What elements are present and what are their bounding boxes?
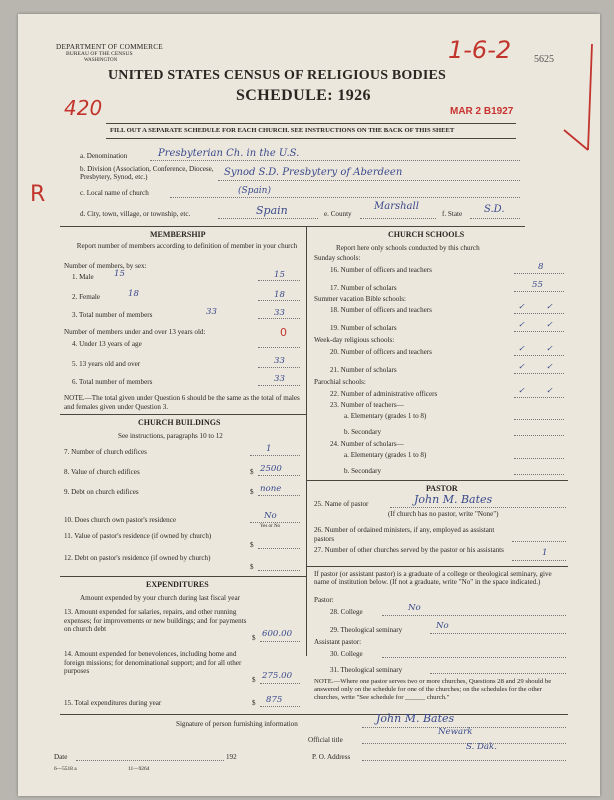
membership-note: NOTE.—The total given under Question 6 should be the same as the total of males and females given under Question 3. <box>64 394 300 411</box>
q29-value: No <box>436 621 449 631</box>
q14-dollar: $ <box>252 676 256 684</box>
q23b-line <box>514 435 564 436</box>
official-title-label: Official title <box>308 736 343 744</box>
serial-number: 5625 <box>534 54 554 65</box>
weekday-heading: Week-day religious schools: <box>314 336 395 344</box>
po-address-value-2: S. Dak. <box>466 742 497 752</box>
city-line <box>218 218 318 219</box>
schedule-title: SCHEDULE: 1926 <box>236 87 371 104</box>
membership-title: MEMBERSHIP <box>150 230 206 239</box>
q14-value: 275.00 <box>262 671 293 681</box>
denomination-line <box>150 160 520 161</box>
expenditures-title: EXPENDITURES <box>146 580 209 589</box>
schools-bottom-rule <box>306 480 568 481</box>
buildings-title: CHURCH BUILDINGS <box>138 418 221 427</box>
graduate-note: If pastor (or assistant pastor) is a graduate of a college or theological seminary, give name of institution below. (If not a graduate, write "No" in the space indicated.) <box>314 570 552 586</box>
header-rule-2 <box>106 138 516 139</box>
q17-value: 55 <box>532 280 543 290</box>
q28-line <box>382 615 566 616</box>
by-sex-heading: Number of members, by sex: <box>64 262 147 270</box>
q4-line <box>258 347 300 348</box>
q2-value: 18 <box>274 290 285 300</box>
q27-line <box>512 560 566 561</box>
q6-value: 33 <box>274 374 285 384</box>
q25-label: 25. Name of pastor <box>314 500 369 508</box>
q2-inline-value: 18 <box>128 289 139 299</box>
q5-label: 5. 13 years old and over <box>72 360 141 368</box>
q22-line <box>514 397 564 398</box>
q30-label: 30. College <box>330 650 363 658</box>
schools-title: CHURCH SCHOOLS <box>388 230 465 239</box>
q21-check: ✓ <box>518 362 525 371</box>
column-divider <box>306 226 307 656</box>
state-label: f. State <box>442 210 463 218</box>
handwritten-420: 420 <box>64 96 103 120</box>
print-number: 11—9264 <box>128 766 150 772</box>
q13-dollar: $ <box>252 634 256 642</box>
city-label-field: d. City, town, village, or township, etc. <box>80 210 191 218</box>
q14-label: 14. Amount expended for benevolences, including home and foreign missions; for denominational support; and for all other purposes <box>64 650 242 676</box>
q15-value: 875 <box>266 695 283 705</box>
q7-value: 1 <box>266 444 272 454</box>
form-title: UNITED STATES CENSUS OF RELIGIOUS BODIES <box>108 68 447 83</box>
q26-line <box>512 541 566 542</box>
q10-hint: Yes or No <box>260 524 281 529</box>
q8-label: 8. Value of church edifices <box>64 468 140 476</box>
q20-line <box>514 355 564 356</box>
q14-line <box>260 683 300 684</box>
q24-label: 24. Number of scholars— <box>330 440 404 448</box>
q24b-line <box>514 474 564 475</box>
q10-label: 10. Does church own pastor's residence <box>64 516 176 524</box>
q1-line <box>258 280 300 281</box>
q28-label: 28. College <box>330 608 363 616</box>
local-name-label: c. Local name of church <box>80 189 149 197</box>
q24a-label: a. Elementary (grades 1 to 8) <box>344 451 427 459</box>
q15-label: 15. Total expenditures during year <box>64 699 162 707</box>
q25-value: John M. Bates <box>414 493 493 506</box>
membership-intro: Report number of members according to definition of member in your church <box>76 242 298 250</box>
q7-line <box>250 455 300 456</box>
q16-value: 8 <box>538 262 544 272</box>
q28-value: No <box>408 603 421 613</box>
q8-line <box>258 475 300 476</box>
q26-label: 26. Number of ordained ministers, if any, employed as assistant pastors <box>314 526 495 543</box>
po-address-value: Newark <box>438 727 473 737</box>
q31-label: 31. Theological seminary <box>330 666 403 674</box>
q17-line <box>514 291 564 292</box>
q11-label: 11. Value of pastor's residence (if owned by church) <box>64 532 212 540</box>
q21-check-2: ✓ <box>546 362 553 371</box>
q3-label: 3. Total number of members <box>72 311 153 319</box>
q9-value: none <box>260 484 282 494</box>
pastor-note: NOTE.—Where one pastor serves two or more churches, Questions 28 and 29 should be answered only on the schedule for one of the churches; on the schedules for the other churches, write "See schedule for ______ church." <box>314 678 552 701</box>
county-value: Marshall <box>374 201 419 212</box>
signature-value: John M. Bates <box>376 712 455 725</box>
q7-label: 7. Number of church edifices <box>64 448 147 456</box>
parochial-heading: Parochial schools: <box>314 378 366 386</box>
footer-rule <box>60 714 568 715</box>
county-line <box>360 218 436 219</box>
county-label: e. County <box>324 210 352 218</box>
q23a-label: a. Elementary (grades 1 to 8) <box>344 412 427 420</box>
q17-label: 17. Number of scholars <box>330 284 397 292</box>
signature-label: Signature of person furnishing information <box>176 720 298 728</box>
q12-label: 12. Debt on pastor's residence (if owned by church) <box>64 554 211 562</box>
division-line <box>218 180 520 181</box>
po-address-label: P. O. Address <box>312 753 351 761</box>
age-heading: Number of members under and over 13 years old: <box>64 328 206 336</box>
q9-label: 9. Debt on church edifices <box>64 488 139 496</box>
q24b-label: b. Secondary <box>344 467 382 475</box>
header-rule <box>106 123 516 124</box>
q29-label: 29. Theological seminary <box>330 626 403 634</box>
year-label: 192 <box>226 753 237 761</box>
q1-value: 15 <box>274 270 285 280</box>
q13-value: 600.00 <box>262 629 293 639</box>
state-line <box>470 218 520 219</box>
q2-line <box>258 300 300 301</box>
city-label: WASHINGTON <box>84 58 118 63</box>
date-label: Date <box>54 753 68 761</box>
state-value: S.D. <box>484 204 505 215</box>
q25-line <box>390 507 566 508</box>
q31-line <box>430 673 566 674</box>
q1-label: 1. Male <box>72 273 94 281</box>
section-top-rule <box>60 226 525 227</box>
q30-line <box>382 657 566 658</box>
q23-label: 23. Number of teachers— <box>330 401 404 409</box>
pastor-rule <box>306 566 568 567</box>
q1-inline-value: 15 <box>114 269 125 279</box>
q18-label: 18. Number of officers and teachers <box>330 306 432 314</box>
census-schedule-sheet <box>18 14 600 796</box>
q5-line <box>258 367 300 368</box>
bureau-label: BUREAU OF THE CENSUS <box>66 51 133 57</box>
q9-dollar: $ <box>250 488 254 496</box>
form-number: 6—5518 a <box>54 766 77 772</box>
denomination-label: a. Denomination <box>80 152 128 160</box>
q25-hint: (If church has no pastor, write "None") <box>388 510 499 518</box>
q22-check: ✓ <box>518 386 525 395</box>
q3-value: 33 <box>274 308 285 318</box>
assistant-subheading: Assistant pastor: <box>314 638 362 646</box>
po-address-line <box>362 760 566 761</box>
received-date-stamp: MAR 2 B1927 <box>450 106 514 117</box>
q8-value: 2500 <box>260 464 282 474</box>
dept-label: DEPARTMENT OF COMMERCE <box>56 42 163 51</box>
q15-line <box>260 706 300 707</box>
official-title-line <box>362 743 566 744</box>
q24a-line <box>514 458 564 459</box>
q19-label: 19. Number of scholars <box>330 324 397 332</box>
q2-label: 2. Female <box>72 293 100 301</box>
q13-label: 13. Amount expended for salaries, repairs, and other running expenses; for improvements or new buildings; and for payments on church debt <box>64 608 247 634</box>
q3-inline-value: 33 <box>206 307 217 317</box>
q20-label: 20. Number of officers and teachers <box>330 348 432 356</box>
q21-label: 21. Number of scholars <box>330 366 397 374</box>
q9-line <box>258 495 300 496</box>
membership-bottom-rule <box>60 414 306 415</box>
q21-line <box>514 373 564 374</box>
q22-label: 22. Number of administrative officers <box>330 390 438 398</box>
q18-check: ✓ <box>518 302 525 311</box>
pastor-title: PASTOR <box>426 484 458 493</box>
red-check-mark <box>558 42 598 152</box>
q6-line <box>258 385 300 386</box>
margin-mark: R <box>30 182 46 207</box>
q20-check: ✓ <box>518 344 525 353</box>
division-value: Synod S.D. Presbytery of Aberdeen <box>224 167 403 178</box>
q27-value: 1 <box>542 548 548 558</box>
q4-label: 4. Under 13 years of age <box>72 340 142 348</box>
handwritten-code: 1-6-2 <box>448 36 512 64</box>
q16-label: 16. Number of officers and teachers <box>330 266 432 274</box>
q19-check-2: ✓ <box>546 320 553 329</box>
date-line <box>76 760 224 761</box>
instruction-line: FILL OUT A SEPARATE SCHEDULE FOR EACH CHURCH. SEE INSTRUCTIONS ON THE BACK OF THIS SHEET <box>110 127 455 134</box>
schools-intro: Report here only schools conducted by this church <box>336 244 480 252</box>
q11-dollar: $ <box>250 541 254 549</box>
q11-line <box>258 548 300 549</box>
q5-value: 33 <box>274 356 285 366</box>
q23a-line <box>514 419 564 420</box>
q16-line <box>514 273 564 274</box>
q27-label: 27. Number of other churches served by the pastor or his assistants <box>314 546 504 554</box>
city-value: Spain <box>256 204 288 217</box>
q10-value: No <box>264 511 277 521</box>
q23b-label: b. Secondary <box>344 428 382 436</box>
local-name-line <box>170 197 520 198</box>
q10-line <box>250 522 300 523</box>
expenditures-intro: Amount expended by your church during last fiscal year <box>80 594 240 602</box>
q3-line <box>258 318 300 319</box>
q22-check-2: ✓ <box>546 386 553 395</box>
q4-value: 0 <box>280 326 287 339</box>
q18-line <box>514 313 564 314</box>
q12-dollar: $ <box>250 563 254 571</box>
summer-heading: Summer vacation Bible schools: <box>314 295 407 303</box>
pastor-subheading: Pastor: <box>314 596 334 604</box>
q20-check-2: ✓ <box>546 344 553 353</box>
q19-line <box>514 331 564 332</box>
q19-check: ✓ <box>518 320 525 329</box>
buildings-bottom-rule <box>60 576 306 577</box>
q15-dollar: $ <box>252 699 256 707</box>
q12-line <box>258 570 300 571</box>
q18-check-2: ✓ <box>546 302 553 311</box>
q6-label: 6. Total number of members <box>72 378 153 386</box>
q13-line <box>260 641 300 642</box>
buildings-intro: See instructions, paragraphs 10 to 12 <box>118 432 223 440</box>
division-label: b. Division (Association, Conference, Diocese, Presbytery, Synod, etc.) <box>80 165 214 181</box>
q8-dollar: $ <box>250 468 254 476</box>
local-name-value: (Spain) <box>238 186 271 196</box>
denomination-value: Presbyterian Ch. in the U.S. <box>158 148 300 159</box>
sunday-heading: Sunday schools: <box>314 254 361 262</box>
q29-line <box>430 633 566 634</box>
